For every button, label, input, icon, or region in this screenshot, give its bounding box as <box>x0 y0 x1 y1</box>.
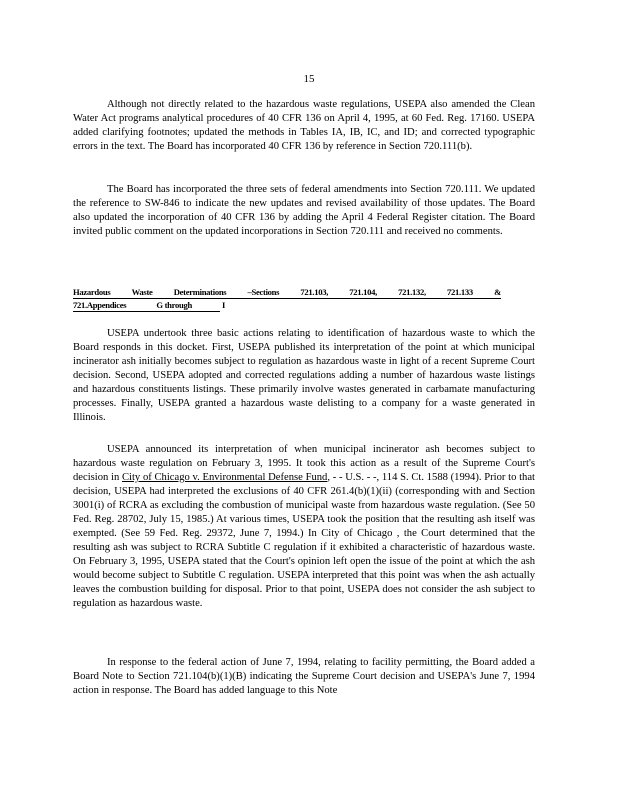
heading-word: 721.132, <box>398 287 426 297</box>
heading-word: & <box>494 287 501 297</box>
paragraph-text: USEPA undertook three basic actions relating to identification of hazardous waste to which the Board responds in this docket. First, USEPA published its interpretation of the point at which municipal incinerator ash initially becomes subject to regulation as hazardous waste in light of a recent Supreme Court decision. Second, USEPA adopted and corrected regulations adding a number of hazardous waste listings and hazardous constituents listings. These primarily involve wastes generated in carbamate manufacturing processes. Finally, USEPA granted a hazardous waste delisting to a company for a waste generated in Illinois. <box>73 328 535 423</box>
heading-word: 721.133 <box>447 287 473 297</box>
paragraph-incorporation <box>73 183 535 239</box>
paragraph-usepa-actions <box>73 327 535 425</box>
heading-word: Waste <box>131 287 153 297</box>
paragraph-clean-water-act <box>73 98 535 154</box>
heading-word: –Sections <box>247 287 280 297</box>
section-heading-line-2 <box>73 299 225 312</box>
page-number: 15 <box>303 73 315 85</box>
heading-word: G through <box>156 300 192 310</box>
case-citation: City of Chicago v. Environmental Defense Fund <box>121 472 328 483</box>
section-heading-line-1 <box>73 286 501 299</box>
heading-word: 721.Appendices <box>73 300 127 310</box>
paragraph-text: In response to the federal action of June 7, 1994, relating to facility permitting, the Board added a Board Note to Section 721.104(b)(1)(B) indicating the Supreme Court decision and USEPA's June 7, 1994 action in response. The Board has added language to this Note <box>73 657 535 696</box>
heading-word: 721.104, <box>349 287 377 297</box>
heading-word: Hazardous <box>73 287 111 297</box>
paragraph-text: Although not directly related to the hazardous waste regulations, USEPA also amended the Clean Water Act programs analytical procedures of 40 CFR 136 on April 4, 1995, at 60 Fed. Reg. 17160. USEPA added clarifying footnotes; updated the methods in Tables IA, IB, IC, and ID; and corrected typographic errors in the text. The Board has incorporated 40 CFR 136 by reference in Section 720.111(b). <box>73 99 535 152</box>
paragraph-text: , - - U.S. - -, 114 S. Ct. 1588 (1994). Prior to that decision, USEPA had interpreted the exclusions of 40 CFR 261.4(b)(1)(ii) (corresponding with and Section 3001(i) of RCRA as excluding the combustion of municipal waste from hazardous waste regulation. (See 50 Fed. Reg. 28702, July 15, 1985.) At various times, USEPA took the position that the resulting ash itself was exempted. (See 59 Fed. Reg. 29372, June 7, 1994.) In City of Chicago , the Court determined that the resulting ash was subject to RCRA Subtitle C regulation if it exhibited a characteristic of hazardous waste. On February 3, 1995, USEPA stated that the Court's opinion left open the issue of the point at which the ash would become subject to Subtitle C regulation. USEPA interpreted that this point was when the ash actually leaves the combustion building for disposal. Prior to that point, USEPA does not consider the ash subject to regulation as hazardous waste. <box>73 472 535 609</box>
heading-word: Determinations <box>173 287 227 297</box>
paragraph-text: The Board has incorporated the three sets of federal amendments into Section 720.111. We updated the reference to SW-846 to indicate the new updates and revised availability of those updates. The Board also updated the incorporation of 40 CFR 136 by adding the April 4 Federal Register citation. The Board invited public comment on the updated incorporations in Section 720.111 and received no comments. <box>73 184 535 237</box>
heading-word: 721.103, <box>300 287 329 297</box>
section-heading <box>73 286 501 312</box>
paragraph-board-note <box>73 656 535 698</box>
heading-word: I <box>221 300 225 310</box>
paragraph-incinerator-ash <box>73 443 535 611</box>
paragraph-text: USEPA announced its interpretation of when municipal incinerator ash becomes subject to hazardous waste regulation on February 3, 1995. It took this action as a result of the Supreme Court's decision in <box>73 444 535 483</box>
